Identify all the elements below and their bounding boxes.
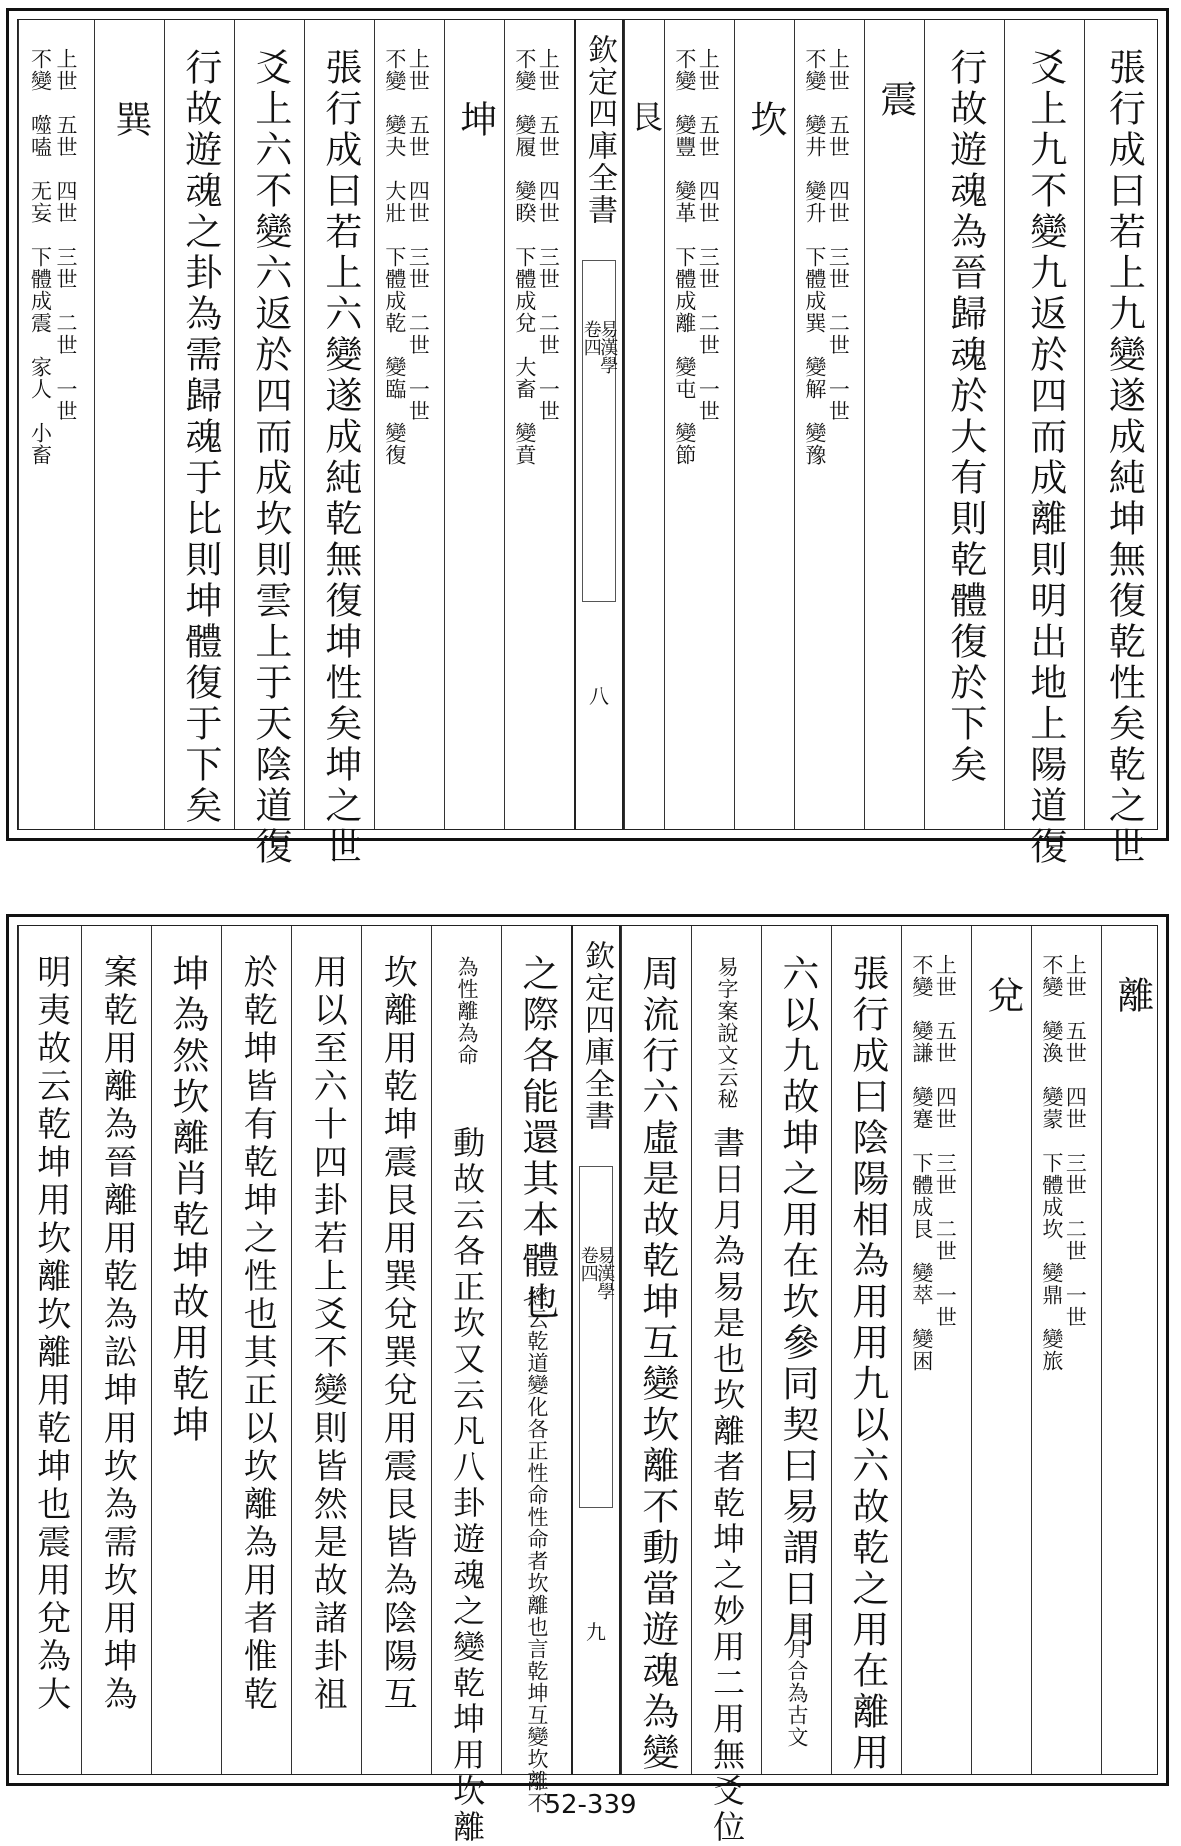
diagram-generations: 上世 五世 四世 三世 二世 一世 [1063, 954, 1088, 1328]
trigram-label-column [94, 20, 164, 829]
leaf-number: 九 [586, 1620, 606, 1644]
diagram-generations: 上世 五世 四世 三世 二世 一世 [826, 48, 851, 422]
book-subtitle: 易漢學 [597, 320, 619, 374]
diagram-generations: 上世 五世 四世 三世 二世 一世 [54, 48, 79, 422]
annotation-text: 為性離為命 [455, 956, 480, 1066]
annotation-text: 經云乾道變化各正性命性命者坎離也言乾坤互變坎離不 [525, 1286, 550, 1814]
column-text: 之際各能還其本體也 [515, 954, 559, 1323]
trigram-name: 坤 [453, 100, 497, 141]
column-text: 周流行六虛是故乾坤互變坎離不動當遊魂為變 [635, 954, 679, 1774]
fold-box [582, 260, 616, 602]
text-column [164, 20, 234, 829]
trigram-label-column [734, 20, 794, 829]
diagram-changes: 不變 變豐 變革 下體成離 變屯 變節 [672, 48, 697, 466]
text-column [151, 926, 221, 1774]
trigram-label-column [864, 20, 924, 829]
column-text: 書日月為易是也坎離者乾坤之妙用二用無爻位 [708, 1126, 747, 1846]
hexagram-diagram [504, 20, 574, 829]
column-text: 於乾坤皆有乾坤之性也其正以坎離為用者惟乾 [237, 954, 278, 1714]
column-text: 明夷故云乾坤用坎離坎離用乾坤也震用兌為大 [30, 954, 71, 1714]
text-column [361, 926, 431, 1774]
hexagram-diagram [374, 20, 444, 829]
column-text: 爻上九不變九返於四而成離則明出地上陽道復 [1023, 48, 1067, 868]
text-column [761, 926, 831, 1774]
trigram-label-column [971, 926, 1031, 1774]
diagram-generations: 上世 五世 四世 三世 二世 一世 [406, 48, 431, 422]
diagram-changes: 不變 變謙 變蹇 下體成艮 變萃 變困 [909, 954, 934, 1372]
book-title: 欽定四庫全書 [582, 34, 617, 226]
diagram-changes: 不變 變渙 變蒙 下體成坎 變鼎 變旅 [1039, 954, 1064, 1372]
annotation-text: 日月合為古文 [785, 1616, 810, 1748]
trigram-label-column [444, 20, 504, 829]
diagram-changes: 不變 噬嗑 无妄 下體成震 家人 小畜 [28, 48, 53, 466]
column-text: 用以至六十四卦若上爻不變則皆然是故諸卦祖 [307, 954, 348, 1714]
trigram-label-column [624, 20, 664, 829]
text-column [1004, 20, 1084, 868]
diagram-changes: 不變 變履 變睽 下體成兌 大畜 變賁 [512, 48, 537, 466]
column-text: 坤為然坎離肖乾坤故用乾坤 [165, 954, 209, 1446]
diagram-generations: 上世 五世 四世 三世 二世 一世 [696, 48, 721, 422]
text-column [81, 926, 151, 1774]
trigram-name: 兌 [980, 976, 1024, 1017]
annotation-text: 易字案說文云秘 [715, 956, 740, 1110]
hexagram-diagram [664, 20, 734, 829]
column-text: 行故遊魂之卦為需歸魂于比則坤體復于下矣 [178, 48, 222, 827]
trigram-name: 震 [873, 80, 917, 121]
text-column [501, 926, 571, 1814]
column-text: 案乾用離為晉離用乾為訟坤用坎為需坎用坤為 [97, 954, 138, 1714]
hexagram-diagram [901, 926, 971, 1774]
text-column [924, 20, 1004, 829]
column-text: 爻上六不變六返於四而成坎則雲上于天陰道復 [248, 48, 292, 868]
text-column [1084, 20, 1161, 868]
fold-box [579, 1166, 613, 1508]
text-column [18, 926, 81, 1774]
column-text: 張行成曰陰陽相為用用九以六故乾之用在離用 [845, 954, 889, 1774]
center-gutter [571, 926, 621, 1774]
diagram-changes: 不變 變井 變升 下體成巽 變解 變豫 [802, 48, 827, 466]
column-text: 六以九故坤之用在坎參同契曰易謂日月 [775, 954, 819, 1651]
trigram-name: 艮 [626, 100, 665, 136]
text-column [621, 926, 691, 1774]
column-text: 張行成曰若上九變遂成純坤無復乾性矣乾之世 [1102, 48, 1146, 868]
hexagram-diagram [18, 20, 94, 829]
diagram-generations: 上世 五世 四世 三世 二世 一世 [933, 954, 958, 1328]
leaf-number: 八 [589, 684, 609, 708]
text-column [431, 926, 501, 1846]
trigram-name: 坎 [743, 100, 787, 141]
book-title: 欽定四庫全書 [579, 940, 614, 1132]
center-gutter [574, 20, 624, 829]
text-column [831, 926, 901, 1774]
column-text: 行故遊魂為晉歸魂於大有則乾體復於下矣 [943, 48, 987, 786]
upper-page-frame [6, 8, 1169, 868]
diagram-generations: 上世 五世 四世 三世 二世 一世 [536, 48, 561, 422]
hexagram-diagram [1031, 926, 1101, 1774]
upper-page-inner [17, 19, 1158, 868]
text-column [234, 20, 304, 868]
text-column [221, 926, 291, 1774]
text-column [691, 926, 761, 1846]
column-text: 坎離用乾坤震艮用巽兌巽兌用震艮皆為陰陽互 [377, 954, 418, 1714]
column-text: 動故云各正坎又云凡八卦遊魂之變乾坤用坎離 [448, 1126, 487, 1846]
diagram-changes: 不變 變夬 大壯 下體成乾 變臨 變復 [382, 48, 407, 466]
text-column [304, 20, 374, 868]
volume-label: 卷四 [577, 1246, 599, 1282]
volume-label: 卷四 [580, 320, 602, 356]
trigram-label-column [1101, 926, 1161, 1774]
page-number: 52-339 [544, 1790, 637, 1820]
trigram-name: 巽 [108, 100, 152, 141]
column-text: 張行成曰若上六變遂成純乾無復坤性矣坤之世 [318, 48, 362, 868]
trigram-name: 離 [1110, 976, 1154, 1017]
hexagram-diagram [794, 20, 864, 829]
text-column [291, 926, 361, 1774]
book-subtitle: 易漢學 [594, 1246, 616, 1300]
